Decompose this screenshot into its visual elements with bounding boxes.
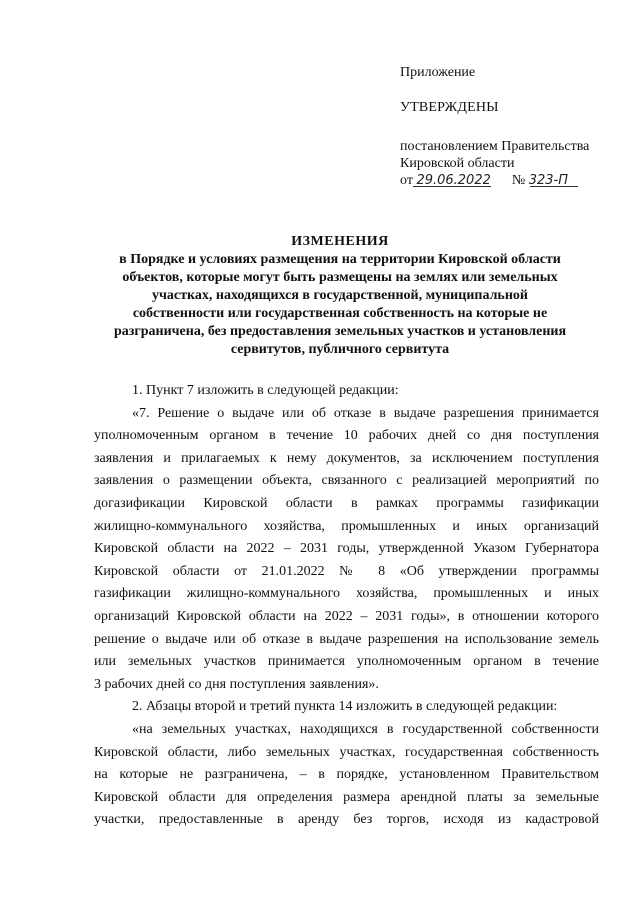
body-line: участки, предоставленные в аренду без торгов, исходя из кадастровой: [94, 812, 599, 828]
approved-label: УТВЕРЖДЕНЫ: [400, 100, 499, 115]
date-prefix: от: [400, 173, 413, 188]
title-line: участках, находящихся в государственной, муниципальной: [152, 288, 528, 303]
body-line: заявления о размещении объекта, связанного с реализацией мероприятий по: [94, 473, 599, 489]
approval-header: [400, 64, 620, 189]
number-underline: [530, 186, 578, 187]
body-line: Кировской области, либо земельных участках, государственная собственность: [94, 744, 599, 760]
body-line: «на земельных участках, находящихся в государственной собственности: [132, 721, 599, 737]
document-body: [94, 380, 599, 832]
body-line: Кировской области на 2022 – 2031 годы, утвержденной Указом Губернатора: [94, 541, 599, 557]
body-line: или земельных участков принимается уполномоченным органом в течение: [94, 654, 599, 670]
body-line: газификации жилищно-коммунального хозяйства, промышленных и иных: [94, 586, 599, 602]
title-line: объектов, которые могут быть размещены на землях или земельных: [122, 270, 558, 285]
body-line: 3 рабочих дней со дня поступления заявления».: [94, 676, 379, 692]
body-line: жилищно-коммунального хозяйства, промышленных и иных организаций: [94, 518, 599, 534]
body-line: «7. Решение о выдаче или об отказе в выдаче разрешения принимается: [132, 405, 599, 421]
body-line: догазификации Кировской области в рамках программы газификации: [94, 495, 599, 511]
body-line: Кировской области для определения размера арендной платы за земельные: [94, 789, 599, 805]
title-main: ИЗМЕНЕНИЯ: [291, 234, 389, 249]
item-2-heading: 2. Абзацы второй и третий пункта 14 изложить в следующей редакции:: [132, 699, 558, 715]
body-line: Кировской области от 21.01.2022 № 8 «Об утверждении программы: [94, 563, 599, 579]
title-line: собственности или государственная собственность на которые не: [132, 306, 548, 321]
resolution-line-1: постановлением Правительства: [400, 139, 590, 154]
date-underline: [413, 186, 491, 187]
body-line: уполномоченным органом в течение 10 рабочих дней со дня поступления: [94, 428, 599, 444]
body-line: решение о выдаче или об отказе в выдаче разрешения на использование земель: [94, 631, 599, 647]
resolution-line-2: Кировской области: [400, 156, 515, 171]
handwritten-date: 29.06.2022: [416, 173, 491, 188]
item-1-heading: 1. Пункт 7 изложить в следующей редакции:: [132, 383, 399, 398]
body-line: организаций Кировской области на 2022 – 2031 годы», в отношении которого: [94, 608, 599, 624]
title-line: сервитутов, публичного сервитута: [230, 342, 450, 357]
date-number-line: [400, 172, 620, 189]
number-prefix: №: [511, 173, 526, 188]
body-line: заявления и прилагаемых к нему документов, за исключением поступления: [94, 450, 599, 466]
title-line: в Порядке и условиях размещения на территории Кировской области: [119, 252, 561, 267]
document-title: [100, 233, 580, 359]
title-line: разграничена, без предоставления земельных участков и установления: [113, 324, 567, 339]
body-line: на которые не разграничена, – в порядке, установленном Правительством: [94, 767, 599, 783]
handwritten-number: 323-П: [528, 173, 569, 188]
appendix-label: Приложение: [400, 65, 476, 80]
